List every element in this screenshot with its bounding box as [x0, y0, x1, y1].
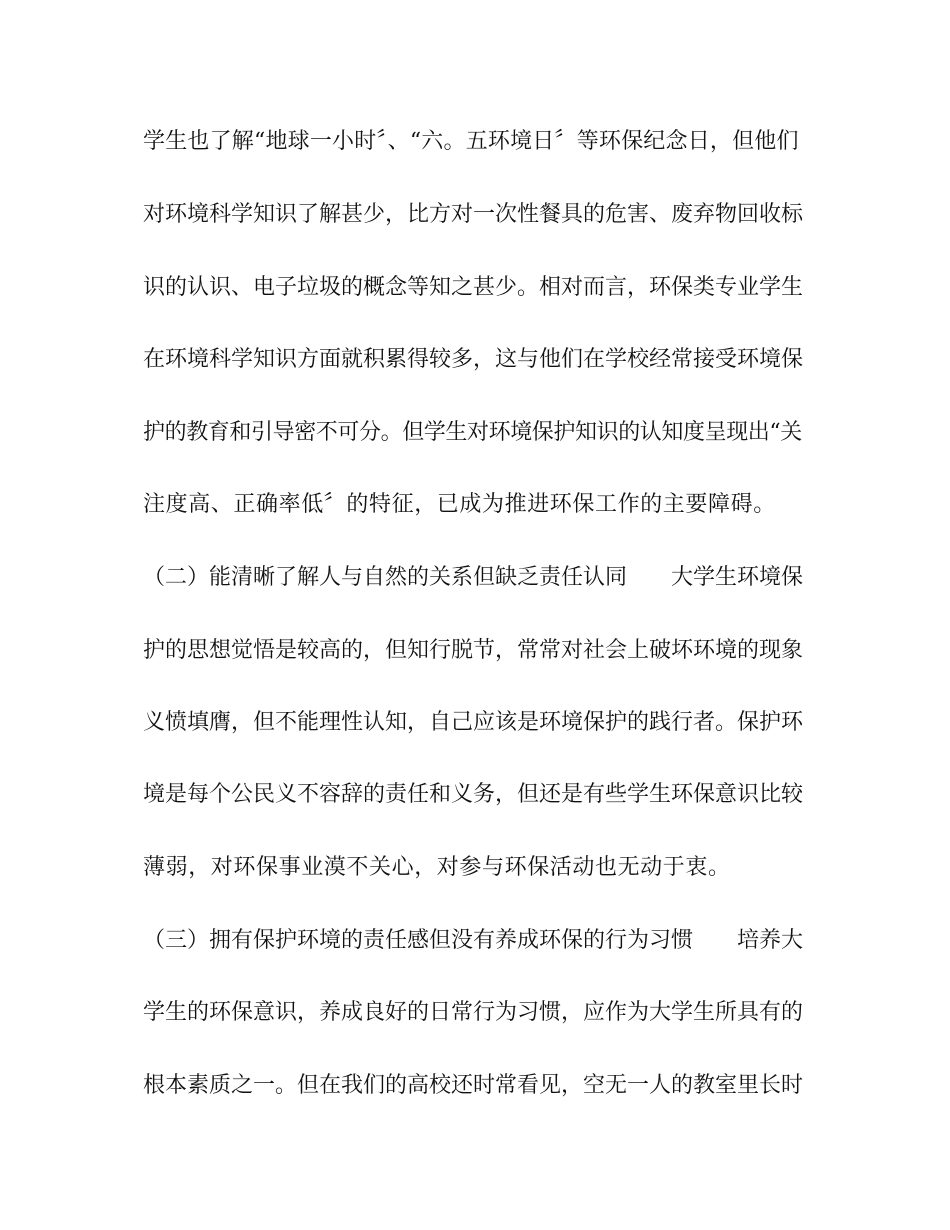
text-line: 护的思想觉悟是较高的，但知行脱节，常常对社会上破坏环境的现象	[143, 638, 804, 663]
text-line: 薄弱，对环保事业漠不关心，对参与环保活动也无动于衷。	[143, 855, 731, 880]
text-line: 学生也了解“地球一小时〞、“六。五环境日〞等环保纪念日，但他们	[143, 129, 799, 154]
text-line: 根本素质之一。但在我们的高校还时常看见，空无一人的教室里长时	[143, 1073, 804, 1098]
text-line: 在环境科学知识方面就积累得较多，这与他们在学校经常接受环境保	[143, 347, 804, 372]
text-line: 注度高、正确率低〞的特征，已成为推进环保工作的主要障碍。	[143, 492, 776, 517]
text-line: 义愤填膺，但不能理性认知，自己应该是环境保护的践行者。保护环	[143, 710, 804, 735]
text-line: 学生的环保意识，养成良好的日常行为习惯，应作为大学生所具有的	[143, 1000, 804, 1025]
section-heading-line: （三）拥有保护环境的责任感但没有养成环保的行为习惯 培养大	[143, 928, 804, 953]
section-heading-line: （二）能清晰了解人与自然的关系但缺乏责任认同 大学生环境保	[143, 565, 804, 590]
text-line: 对环境科学知识了解甚少，比方对一次性餐具的危害、废弃物回收标	[143, 202, 804, 227]
text-line: 护的教育和引导密不可分。但学生对环境保护知识的认知度呈现出“关	[143, 420, 802, 445]
text-line: 识的认识、电子垃圾的概念等知之甚少。相对而言，环保类专业学生	[143, 275, 804, 300]
text-line: 境是每个公民义不容辞的责任和义务，但还是有些学生环保意识比较	[143, 782, 804, 807]
